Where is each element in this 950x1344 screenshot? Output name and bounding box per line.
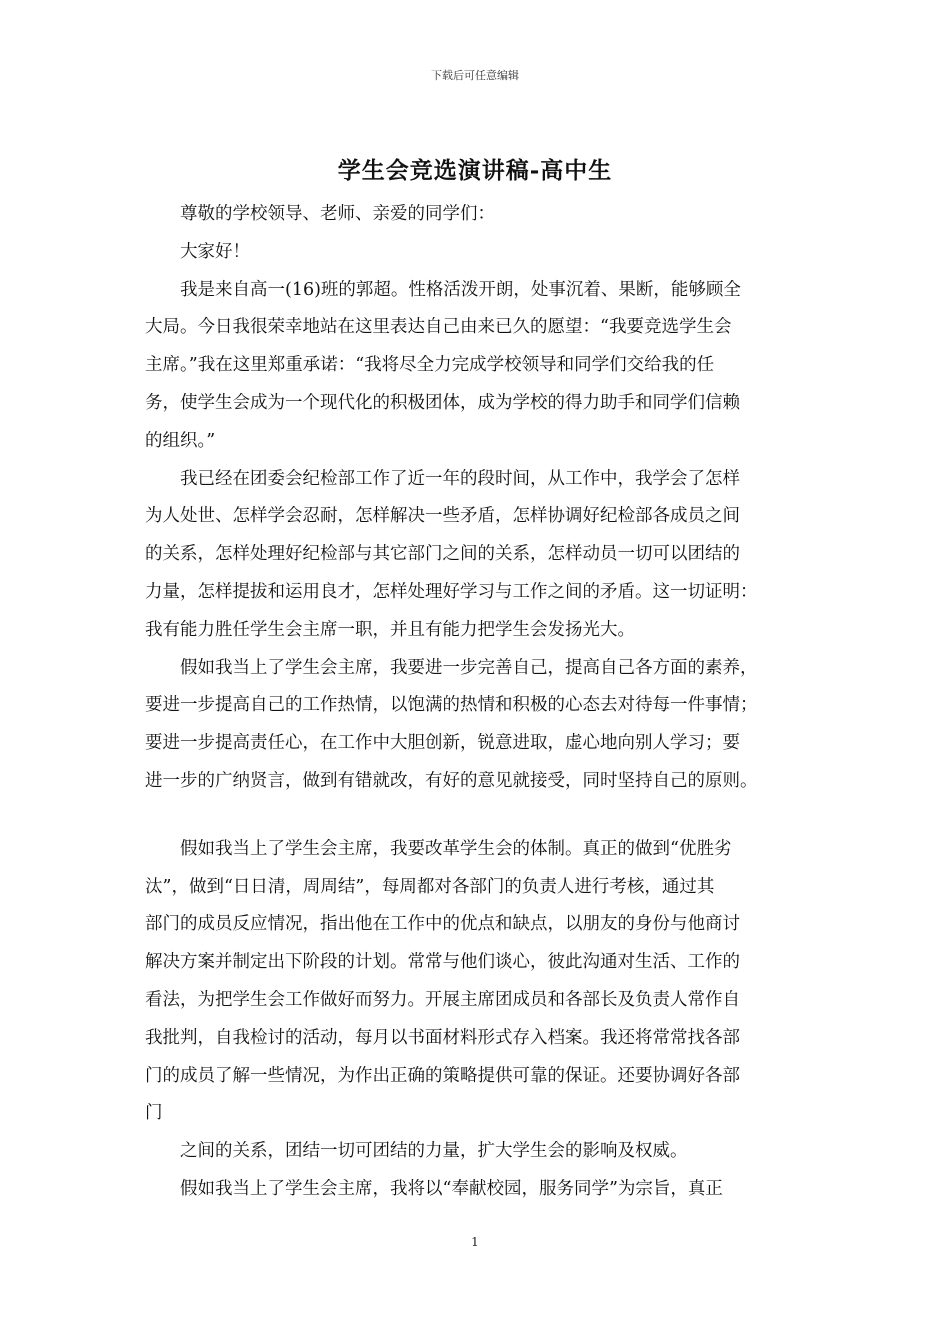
paragraph-line: 假如我当上了学生会主席，我要改革学生会的体制。真正的做到“优胜劣 <box>180 838 732 859</box>
paragraph-gap <box>145 801 817 831</box>
paragraph-line: 我有能力胜任学生会主席一职，并且有能力把学生会发扬光大。 <box>145 619 635 640</box>
paragraph-line: 之间的关系，团结一切可团结的力量，扩大学生会的影响及权威。 <box>180 1141 688 1162</box>
greeting: 大家好！ <box>180 241 250 262</box>
paragraph-line: 我批判，自我检讨的活动，每月以书面材料形式存入档案。我还将常常找各部 <box>145 1027 740 1048</box>
paragraph-line: 大局。今日我很荣幸地站在这里表达自己由来已久的愿望：“我要竞选学生会 <box>145 317 732 338</box>
paragraph-line: 假如我当上了学生会主席，我要进一步完善自己，提高自己各方面的素养， <box>180 657 758 678</box>
document-title: 学生会竞选演讲稿-高中生 <box>337 157 613 184</box>
page-number: 1 <box>471 1235 479 1249</box>
paragraph-line: 主席。”我在这里郑重承诺：“我将尽全力完成学校领导和同学们交给我的任 <box>145 355 715 376</box>
salutation: 尊敬的学校领导、老师、亲爱的同学们： <box>180 204 495 224</box>
paragraph-line: 看法，为把学生会工作做好而努力。开展主席团成员和各部长及负责人常作自 <box>145 989 740 1010</box>
paragraph-line: 解决方案并制定出下阶段的计划。常常与他们谈心，彼此沟通对生活、工作的 <box>145 952 740 973</box>
page-header: 下载后可任意编辑 <box>431 69 519 82</box>
paragraph-line: 我是来自高一(16)班的郭超。性格活泼开朗，处事沉着、果断，能够顾全 <box>180 279 741 300</box>
paragraph-line: 务，使学生会成为一个现代化的积极团体，成为学校的得力助手和同学们信赖 <box>145 392 740 413</box>
paragraph-line: 汰”，做到“日日清，周周结”，每周都对各部门的负责人进行考核，通过其 <box>145 876 715 897</box>
paragraph-line: 力量，怎样提拔和运用良才，怎样处理好学习与工作之间的矛盾。这一切证明： <box>145 581 758 602</box>
paragraph-line: 门 <box>145 1103 163 1124</box>
paragraph-line: 门的成员了解一些情况，为作出正确的策略提供可靠的保证。还要协调好各部 <box>145 1065 740 1086</box>
paragraph-line: 为人处世、怎样学会忍耐，怎样解决一些矛盾，怎样协调好纪检部各成员之间 <box>145 506 740 527</box>
paragraph-line: 我已经在团委会纪检部工作了近一年的段时间，从工作中，我学会了怎样 <box>180 468 740 489</box>
paragraph-line: 要进一步提高自己的工作热情，以饱满的热情和积极的心态去对待每一件事情； <box>145 695 758 716</box>
paragraph-line: 的组织。” <box>145 430 216 451</box>
paragraph-line: 部门的成员反应情况，指出他在工作中的优点和缺点，以朋友的身份与他商讨 <box>145 914 740 935</box>
paragraph-line: 假如我当上了学生会主席，我将以“奉献校园，服务同学”为宗旨，真正 <box>180 1178 723 1199</box>
paragraph-line: 要进一步提高责任心，在工作中大胆创新，锐意进取，虚心地向别人学习；要 <box>145 733 740 754</box>
document-body <box>145 196 817 1209</box>
paragraph-line: 的关系，怎样处理好纪检部与其它部门之间的关系，怎样动员一切可以团结的 <box>145 544 740 565</box>
paragraph-line: 进一步的广纳贤言，做到有错就改，有好的意见就接受，同时坚持自己的原则。 <box>145 770 758 791</box>
